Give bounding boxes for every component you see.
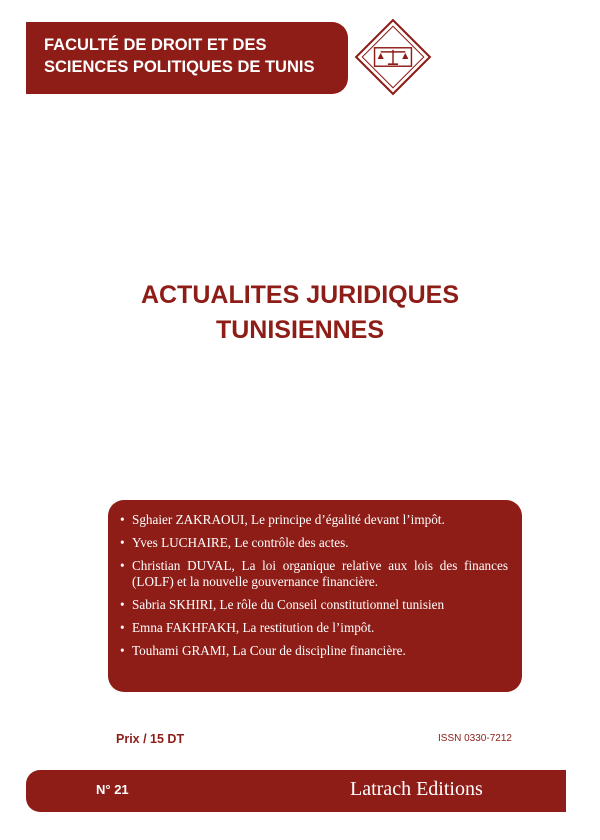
bullet: • [120,535,125,550]
bullet: • [120,597,125,612]
contents-item-text: Sghaier ZAKRAOUI, Le principe d’égalité devant l’impôt. [132,512,445,527]
contents-panel [108,500,522,692]
bullet: • [120,643,125,658]
faculty-name-line1: FACULTÉ DE DROIT ET DES [44,36,267,54]
journal-title-line2: TUNISIENNES [215,316,385,344]
contents-item-text: Sabria SKHIRI, Le rôle du Conseil constitutionnel tunisien [132,597,445,612]
issn-label: ISSN 0330-7212 [438,733,512,744]
contents-item [120,512,508,528]
issue-number: N° 21 [96,782,129,797]
journal-title [0,278,600,348]
contents-item-text: Yves LUCHAIRE, Le contrôle des actes. [132,535,349,550]
contents-item-text: Touhami GRAMI, La Cour de discipline financière. [132,643,406,658]
contents-item-text: Emna FAKHFAKH, La restitution de l’impôt. [132,620,375,635]
faculty-name-line2: SCIENCES POLITIQUES DE TUNIS [44,58,315,76]
bullet: • [120,512,125,527]
contents-item [120,558,508,590]
journal-title-line1: ACTUALITES JURIDIQUES [140,281,460,309]
scales-of-justice-icon [352,16,434,98]
contents-item [120,620,508,636]
contents-item [120,597,508,613]
publisher-name: Latrach Editions [350,778,483,800]
bullet: • [120,620,125,635]
bullet: • [120,558,125,573]
contents-item [120,535,508,551]
faculty-banner [26,22,348,94]
contents-item-text: Christian DUVAL, La loi organique relative aux lois des finances (LOLF) et la nouvelle gouvernance financière. [132,558,508,589]
contents-item [120,643,508,659]
price-label: Prix / 15 DT [116,732,185,746]
